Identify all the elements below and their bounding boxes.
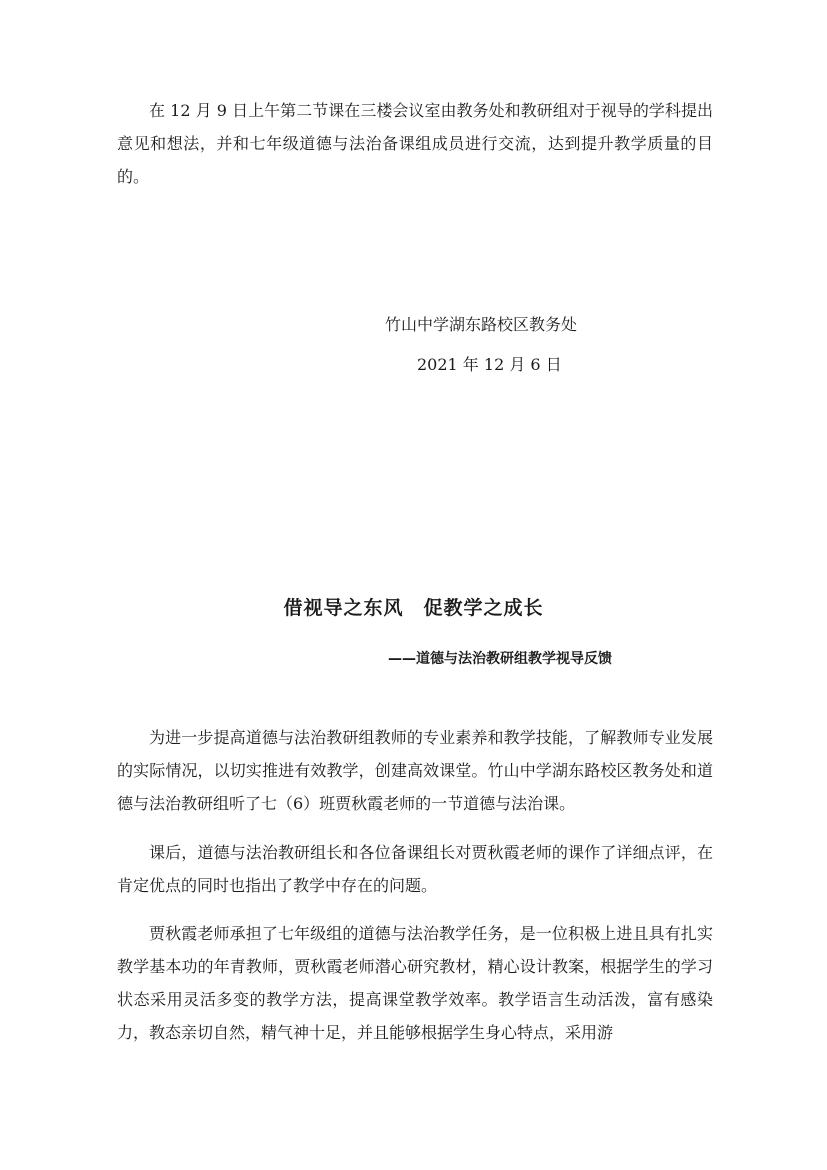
article-paragraph-1: 为进一步提高道德与法治教研组教师的专业素养和教学技能，了解教师专业发展的实际情况，以切实推进有效教学，创建高效课堂。竹山中学湖东路校区教务处和道德与法治教研组听了七（6）班贾秋霞老师的一节道德与法治课。 <box>117 728 713 813</box>
article-paragraph-3: 贾秋霞老师承担了七年级组的道德与法治教学任务，是一位积极上进且具有扎实教学基本功的年青教师，贾秋霞老师潜心研究教材，精心设计教案，根据学生的学习状态采用灵活多变的教学方法，提高课堂教学效率。教学语言生动活泼，富有感染力，教态亲切自然，精气神十足，并且能够根据学生身心特点，采用游 <box>117 924 713 1042</box>
intro-paragraph: 在 12 月 9 日上午第二节课在三楼会议室由教务处和教研组对于视导的学科提出意见和想法，并和七年级道德与法治备课组成员进行交流，达到提升教学质量的目的。 <box>117 101 713 186</box>
signature-date: 2021 年 12 月 6 日 <box>417 355 562 374</box>
article-title: 借视导之东风 促教学之成长 <box>283 597 544 619</box>
signature-organization: 竹山中学湖东路校区教务处 <box>385 315 578 334</box>
article-subtitle: ——道德与法治教研组教学视导反馈 <box>388 651 612 667</box>
article-paragraph-2: 课后，道德与法治教研组长和各位备课组长对贾秋霞老师的课作了详细点评，在肯定优点的同时也指出了教学中存在的问题。 <box>117 843 713 895</box>
